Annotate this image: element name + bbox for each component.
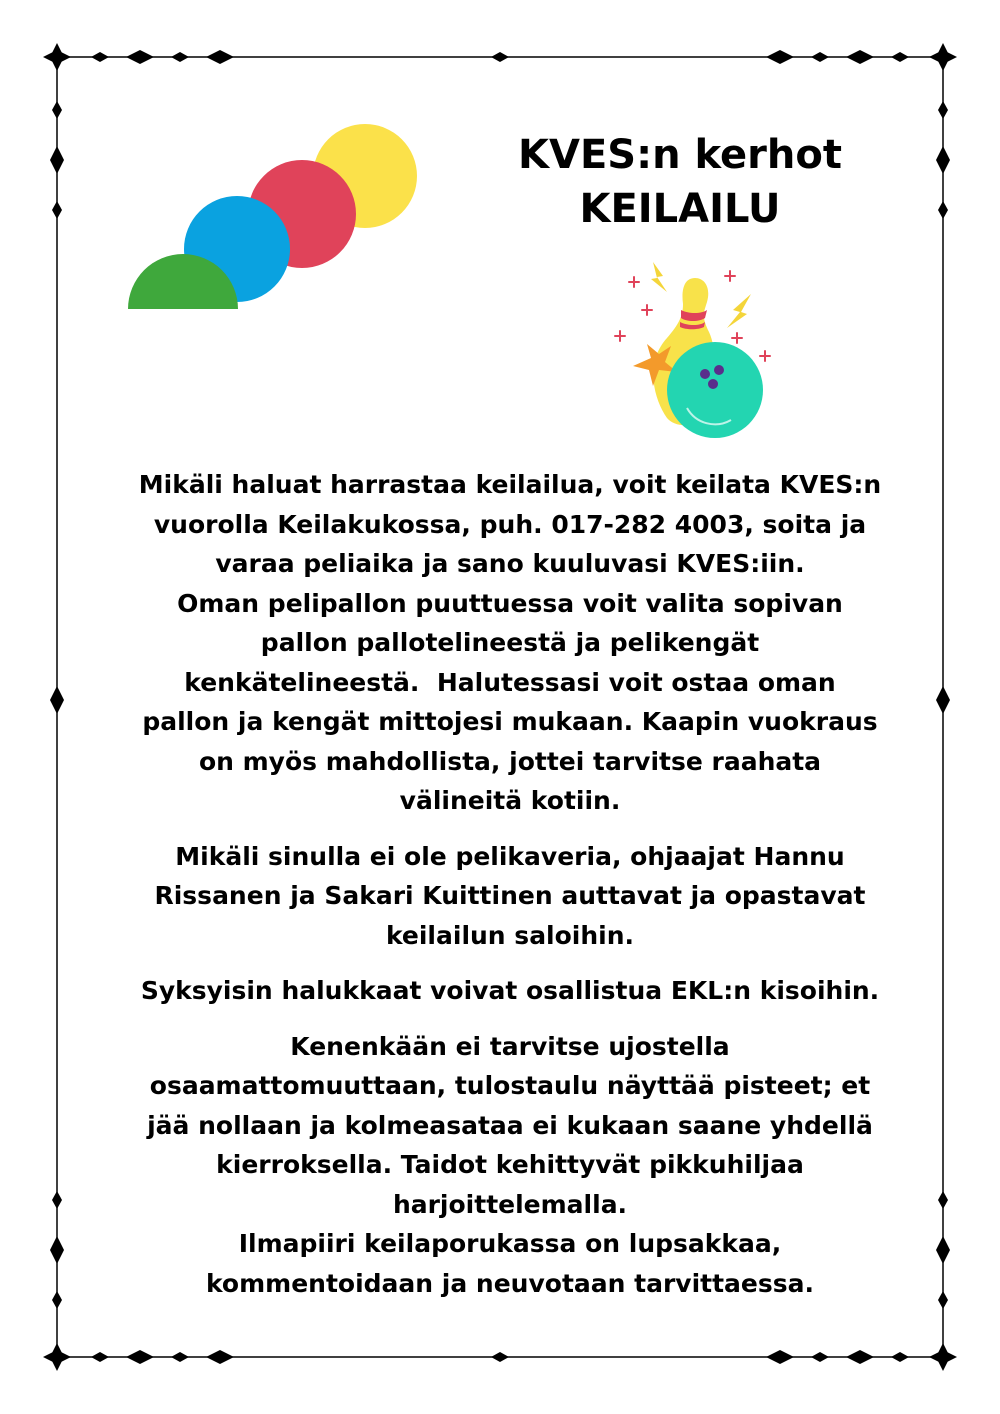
text-line: kenkätelineestä. Halutessasi voit ostaa oman [184, 667, 836, 697]
border-diamond [936, 43, 950, 71]
page-title [470, 128, 890, 236]
paragraph-atmosphere [100, 1027, 920, 1304]
text-line: kommentoidaan ja neuvotaan tarvittaessa. [205, 1268, 815, 1298]
text-line: pallon ja kengät mittojesi mukaan. Kaapin vuokraus [142, 707, 878, 736]
text-line: Mikäli haluat harrastaa keilailua, voit keilata KVES:n [138, 470, 882, 499]
border-diamond [846, 50, 874, 64]
title-line-1: KVES:n kerhot [518, 132, 842, 178]
border-diamond [936, 1236, 950, 1264]
border-diamond [491, 52, 509, 62]
text-line: varaa peliaika ja sano kuuluvasi KVES:iin. [215, 549, 805, 578]
border-diamond [891, 1352, 909, 1362]
border-diamond [50, 43, 64, 71]
border-diamond [50, 1343, 64, 1371]
text-line: jää nollaan ja kolmeasataa ei kukaan saane yhdellä [147, 1110, 873, 1140]
border-diamond [171, 1352, 189, 1362]
border-diamond [938, 1291, 948, 1309]
text-line: on myös mahdollista, jottei tarvitse raahata [198, 746, 822, 776]
text-line: vuorolla Keilakukossa, puh. 017-282 4003, soita ja [153, 509, 867, 539]
border-diamond [52, 1191, 62, 1209]
text-line: kierroksella. Taidot kehittyvät pikkuhiljaa [216, 1150, 804, 1179]
border-diamond [206, 1350, 234, 1364]
bowling-pin-and-ball-icon [605, 258, 785, 438]
border-diamond [206, 50, 234, 64]
border-diamond [766, 50, 794, 64]
title-line-2: KEILAILU [579, 186, 781, 232]
text-line: Rissanen ja Sakari Kuittinen auttavat ja opastavat [154, 881, 866, 910]
border-diamond [171, 52, 189, 62]
bowling-ball-icon [667, 342, 763, 438]
border-diamond [126, 1350, 154, 1364]
text-line: osaamattomuuttaan, tulostaulu näyttää pisteet; et [149, 1071, 871, 1100]
border-diamond [846, 1350, 874, 1364]
text-line: keilailun saloihin. [385, 920, 635, 950]
colored-circles-logo [120, 118, 420, 313]
text-line: pallon pallotelineestä ja pelikengät [260, 628, 760, 657]
text-line: välineitä kotiin. [399, 786, 621, 815]
border-diamond [52, 201, 62, 219]
border-diamond [811, 1352, 829, 1362]
border-diamond [50, 686, 64, 714]
paragraph-competitions [100, 971, 920, 1011]
border-diamond [938, 201, 948, 219]
border-diamond [50, 1236, 64, 1264]
border-diamond [126, 50, 154, 64]
border-diamond [766, 1350, 794, 1364]
border-diamond [811, 52, 829, 62]
text-line: Mikäli sinulla ei ole pelikaveria, ohjaajat Hannu [175, 841, 845, 871]
border-diamond [491, 1352, 509, 1362]
border-diamond [52, 101, 62, 119]
border-diamond [891, 52, 909, 62]
border-diamond [91, 52, 109, 62]
border-diamond [50, 146, 64, 174]
border-diamond [936, 1343, 950, 1371]
text-line: harjoittelemalla. [392, 1189, 628, 1219]
paragraph-instructors [100, 837, 920, 956]
border-diamond [938, 1191, 948, 1209]
body-text [100, 465, 920, 1319]
border-diamond [91, 1352, 109, 1362]
text-line: Kenenkään ei tarvitse ujostella [290, 1031, 730, 1061]
text-line: Ilmapiiri keilaporukassa on lupsakkaa, [238, 1229, 782, 1258]
text-line: Oman pelipallon puuttuessa voit valita sopivan [177, 588, 843, 618]
border-diamond [936, 686, 950, 714]
border-diamond [936, 146, 950, 174]
text-line: Syksyisin halukkaat voivat osallistua EKL:n kisoihin. [140, 976, 880, 1005]
border-diamond [938, 101, 948, 119]
paragraph-intro [100, 465, 920, 821]
border-diamond [52, 1291, 62, 1309]
